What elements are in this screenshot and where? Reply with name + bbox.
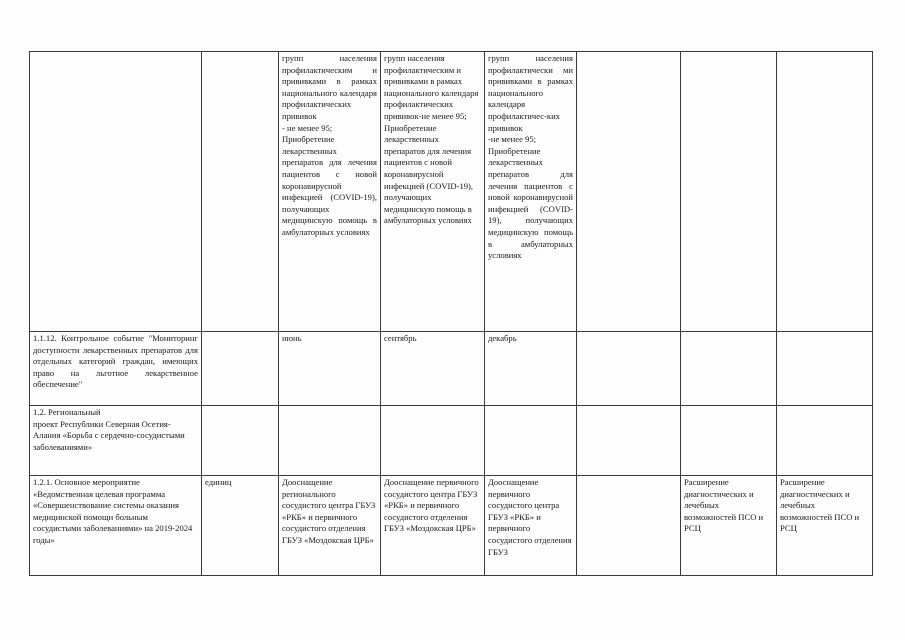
table-cell: декабрь [485,332,577,406]
table-cell: 1.2. Региональный проект Республики Северная Осетия-Алания «Борьба с сердечно-сосудистыми заболеваниями» [30,406,202,476]
table-cell [681,332,777,406]
table-cell [577,332,681,406]
table-cell: сентябрь [381,332,485,406]
table-cell [485,406,577,476]
table-cell [381,406,485,476]
table-cell: 1.1.12. Контрольное событие "Мониторинг доступности лекарственных препаратов для отдельных категорий граждан, имеющих право на льготное лекарственное обеспечение" [30,332,202,406]
table-cell: Расширение диагностических и лечебных возможностей ПСО и РСЦ [777,476,873,576]
table-cell: 1.2.1. Основное мероприятие «Ведомственная целевая программа «Совершенствование системы оказания медицинской помощи больным сосудистыми заболеваниями» на 2019-2024 годы» [30,476,202,576]
table-cell [202,332,279,406]
table-cell [202,52,279,332]
table-cell: групп населения профилактическим и прививками в рамках национального календаря профилактических прививок - не менее 95; Приобретение лекарственных препаратов для лечения пациентов с новой коронавирусной инфекцией (COVID-19), получающих медицинскую помощь в амбулаторных условиях [279,52,381,332]
table-cell: Расширение диагностических и лечебных возможностей ПСО и РСЦ [681,476,777,576]
table-row [30,406,873,476]
table-row [30,476,873,576]
table-cell: Дооснащение регионального сосудистого центра ГБУЗ «РКБ» и первичного сосудистого отделения ГБУЗ «Моздокская ЦРБ» [279,476,381,576]
table-cell [681,52,777,332]
table-cell [577,406,681,476]
table-cell [577,52,681,332]
table-cell: Дооснащение первичного сосудистого центра ГБУЗ «РКБ» и первичного сосудистого отделения ГБУЗ «Моздокская ЦРБ» [381,476,485,576]
table-cell [577,476,681,576]
table-cell: единиц [202,476,279,576]
table-cell [777,52,873,332]
table-cell [777,332,873,406]
table-cell [30,52,202,332]
plan-table [29,51,873,576]
table-cell [202,406,279,476]
table-cell [681,406,777,476]
table-cell: Дооснащение первичного сосудистого центра ГБУЗ «РКБ» и первичного сосудистого отделения ГБУЗ [485,476,577,576]
table-row [30,52,873,332]
table-cell: групп населения профилактически ми прививками в рамках национального календаря профилактичес-ких прививок -не менее 95; Приобретение лекарственных препаратов для лечения пациентов с новой коронавирусной инфекцией (COVID-19), получающих медицинскую помощь в амбулаторных условиях [485,52,577,332]
table-row [30,332,873,406]
table-cell [777,406,873,476]
table-cell [279,406,381,476]
table-cell: июнь [279,332,381,406]
table-cell: групп населения профилактическим и прививками в рамках национального календаря профилактических прививок-не менее 95; Приобретение лекарственных препаратов для лечения пациентов с новой коронавирусной инфекцией (COVID-19), получающих медицинскую помощь в амбулаторных условиях [381,52,485,332]
